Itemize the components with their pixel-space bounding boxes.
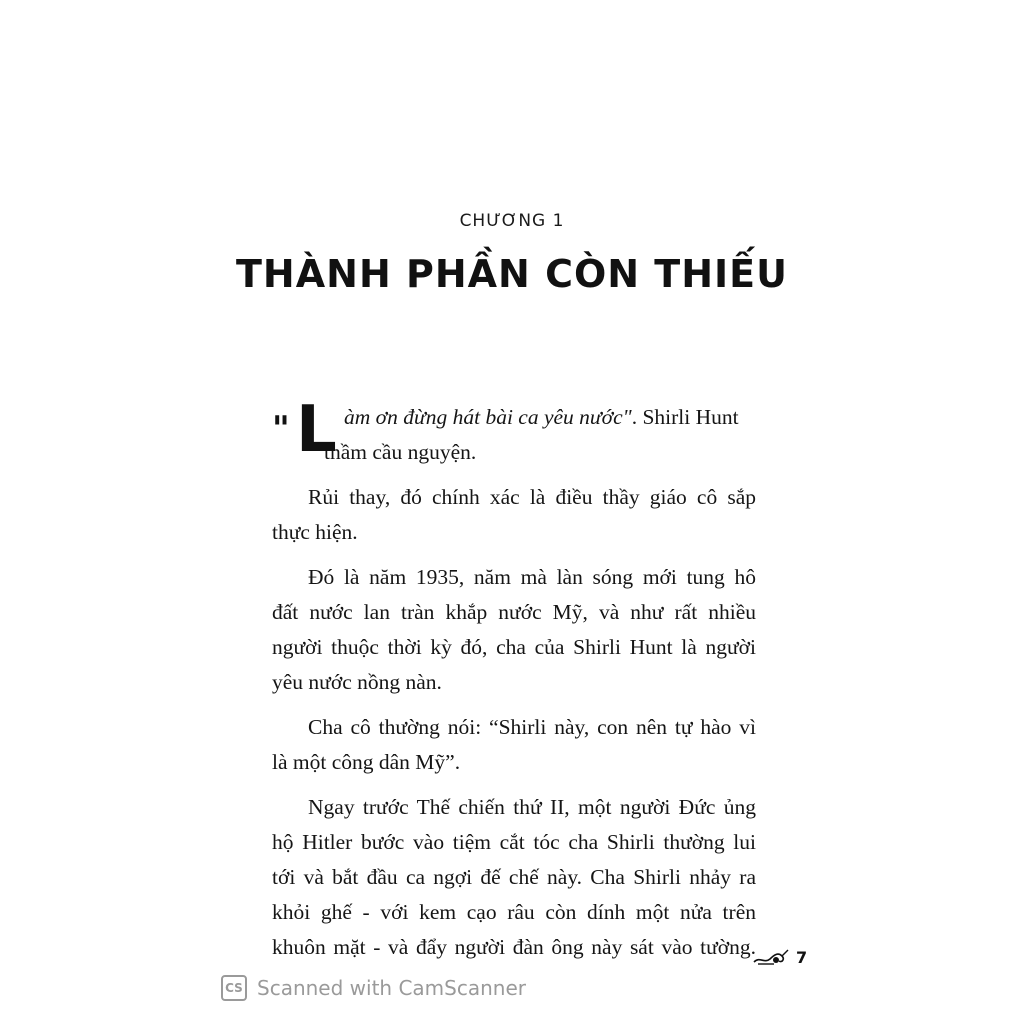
text-line: yêu nước nồng nàn.: [272, 670, 442, 694]
text-line: Cha cô thường nói: “Shirli này, con nên tự hào vì: [308, 715, 756, 739]
paragraph-1: [272, 393, 756, 470]
paragraph-5: [272, 790, 756, 965]
text-line: Rủi thay, đó chính xác là điều thầy giáo cô sắp: [308, 485, 756, 509]
text-line: [272, 400, 756, 435]
paragraph-4: [272, 710, 756, 780]
text-line: là một công dân Mỹ”.: [272, 750, 461, 774]
text-line: tới và bắt đầu ca ngợi đế chế này. Cha Shirli nhảy ra: [272, 865, 756, 889]
paragraph-2: [272, 480, 756, 550]
text-line: khuôn mặt - và đẩy người đàn ông này sát vào tường.: [272, 935, 756, 959]
text-line: thầm cầu nguyện.: [324, 440, 477, 464]
text-line: khỏi ghế - với kem cạo râu còn dính một nửa trên: [272, 900, 756, 924]
dropcap-letter: L: [296, 393, 337, 467]
text-line: đất nước lan tràn khắp nước Mỹ, và như rất nhiều: [272, 600, 756, 624]
camscanner-watermark: [221, 975, 526, 1001]
watermark-text: Scanned with CamScanner: [257, 976, 526, 1000]
chapter-title: THÀNH PHẦN CÒN THIẾU: [236, 252, 788, 296]
camscanner-logo-icon: CS: [221, 975, 247, 1001]
text-line: thực hiện.: [272, 520, 358, 544]
page-number: 7: [796, 947, 808, 967]
body-text: [272, 393, 756, 965]
text-line: người thuộc thời kỳ đó, cha của Shirli Hunt là người: [272, 635, 756, 659]
page-footer: [752, 946, 807, 968]
text-line: Đó là năm 1935, năm mà làn sóng mới tung hô: [308, 565, 756, 589]
chapter-label: CHƯƠNG 1: [459, 211, 565, 231]
italic-quote: àm ơn đừng hát bài ca yêu nước": [344, 405, 632, 429]
text-fragment: . Shirli Hunt: [631, 405, 739, 429]
text-line: hộ Hitler bước vào tiệm cắt tóc cha Shirli thường lui: [272, 830, 756, 854]
text-line: Ngay trước Thế chiến thứ II, một người Đức ủng: [308, 795, 756, 819]
dropcap-quote: ": [272, 409, 288, 449]
paragraph-3: [272, 560, 756, 700]
flourish-ornament-icon: [752, 946, 792, 968]
